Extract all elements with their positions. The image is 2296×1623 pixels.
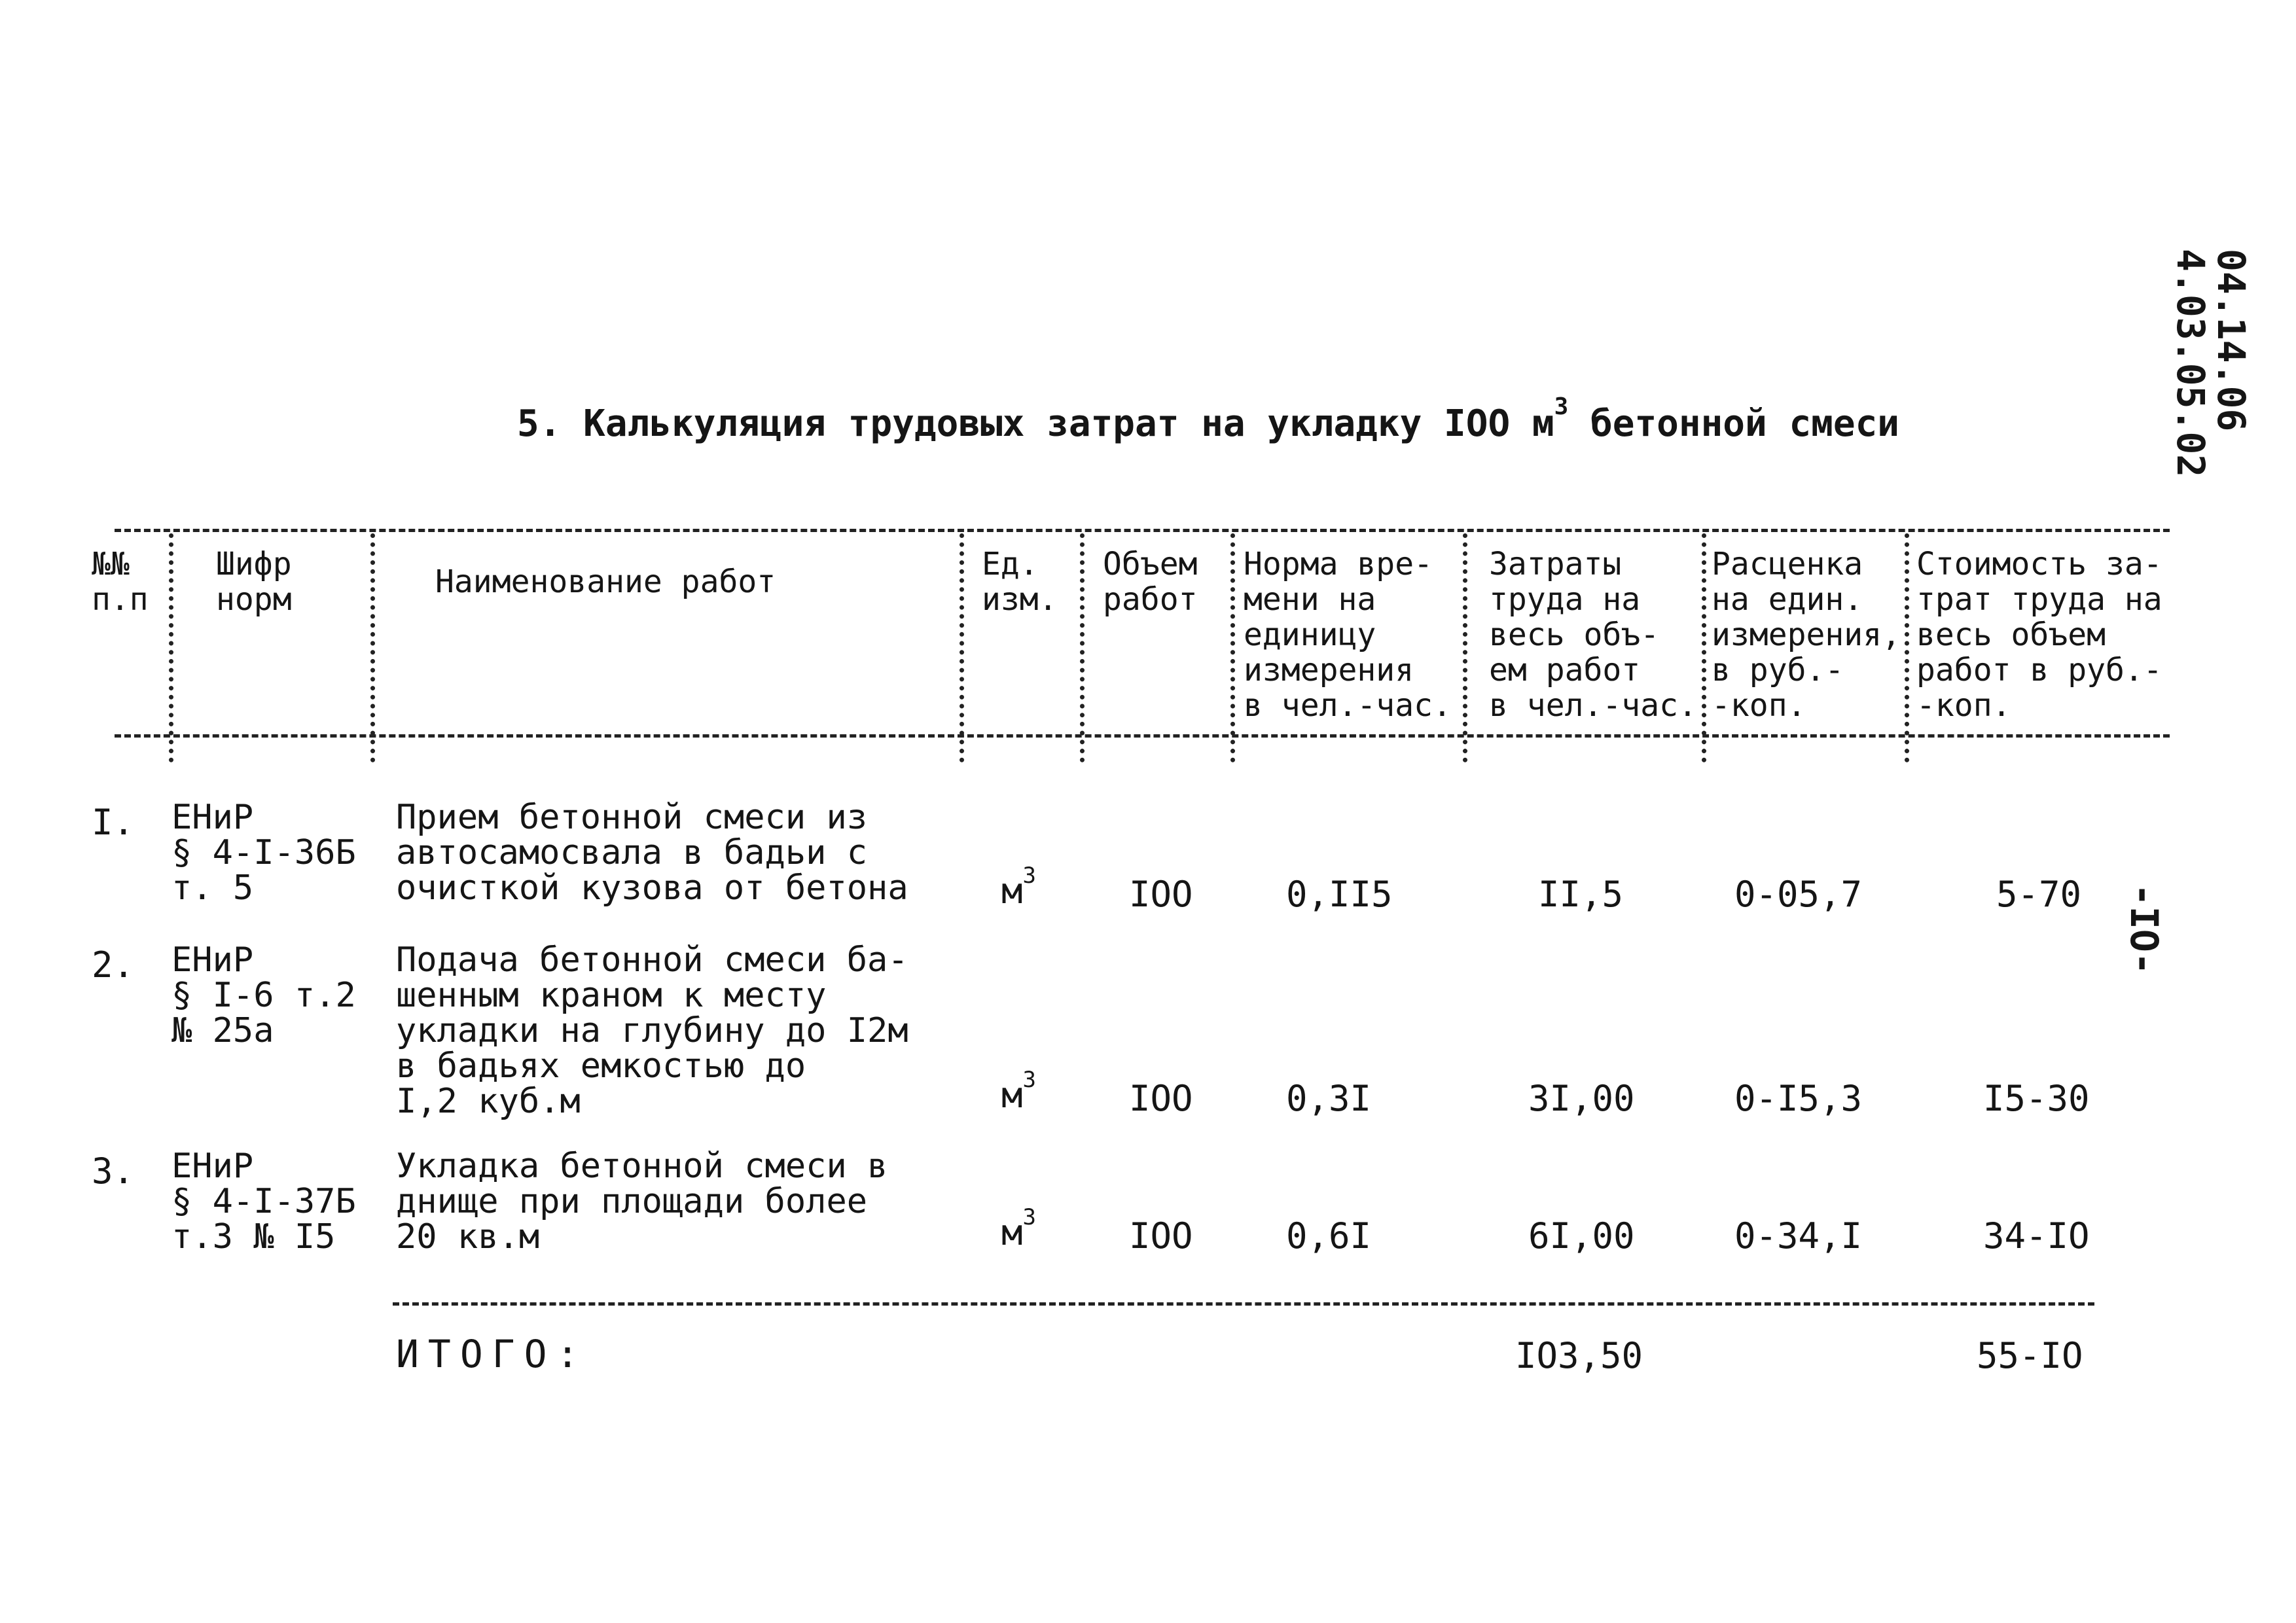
row-rate: 0-34,I [1734, 1215, 1863, 1257]
table-top-rule [115, 529, 2170, 532]
side-code-line2: 4.03.05.02 [2168, 249, 2213, 478]
row-time-norm: 0,II5 [1286, 874, 1393, 915]
total-labor: IO3,50 [1515, 1335, 1643, 1376]
row-number: 3. [92, 1150, 135, 1192]
header-cost: Стоимость за- трат труда на весь объем работ в руб.- -коп. [1916, 546, 2162, 724]
column-separator [960, 533, 964, 762]
title-superscript: 3 [1554, 393, 1569, 420]
row-cost: 5-70 [1996, 874, 2082, 915]
row-code: ЕНиР § 4-I-37Б т.3 № I5 [171, 1147, 356, 1257]
column-separator [370, 533, 375, 762]
document-title [517, 393, 1900, 445]
page-number: -IO- [2122, 883, 2166, 975]
row-unit: $м^3$ [1001, 1204, 1036, 1253]
header-time-norm: Норма вре- мени на единицу измерения в чел.-час. [1244, 546, 1452, 724]
title-prefix: 5. Калькуляция трудовых затрат на укладку IOO м [517, 402, 1554, 445]
row-code: ЕНиР § 4-I-36Б т. 5 [171, 798, 356, 908]
table-total-rule [393, 1302, 2094, 1306]
column-separator [1702, 533, 1706, 762]
header-code: Шифр норм [216, 546, 292, 618]
header-work-name: Наименование работ [435, 563, 776, 600]
row-cost: I5-30 [1983, 1078, 2090, 1119]
row-volume: IOO [1129, 1078, 1193, 1119]
header-volume: Объем работ [1103, 546, 1198, 618]
row-unit: $м^3$ [1001, 1067, 1036, 1116]
row-rate: 0-I5,3 [1734, 1078, 1863, 1119]
row-number: 2. [92, 944, 135, 986]
row-work-name: Укладка бетонной смеси в днище при площади более 20 кв.м [396, 1147, 888, 1257]
header-number: №№ п.п [92, 546, 149, 618]
row-cost: 34-IO [1983, 1215, 2090, 1257]
row-work-name: Прием бетонной смеси из автосамосвала в бадьи с очисткой кузова от бетона [396, 798, 908, 908]
row-labor: 6I,00 [1528, 1215, 1635, 1257]
row-volume: IOO [1129, 1215, 1193, 1257]
total-cost: 55-IO [1977, 1335, 2083, 1376]
column-separator [1463, 533, 1467, 762]
row-number: I. [92, 802, 135, 843]
row-volume: IOO [1129, 874, 1193, 915]
header-rate: Расценка на един. измерения, в руб.- -коп. [1712, 546, 1901, 724]
row-labor: 3I,00 [1528, 1078, 1635, 1119]
title-suffix: бетонной смеси [1568, 402, 1900, 445]
row-code: ЕНиР § I-6 т.2 № 25а [171, 940, 356, 1050]
side-document-code [2170, 249, 2251, 477]
row-time-norm: 0,3I [1286, 1078, 1372, 1119]
row-time-norm: 0,6I [1286, 1215, 1372, 1257]
column-separator [1230, 533, 1235, 762]
row-rate: 0-05,7 [1734, 874, 1863, 915]
column-separator [1905, 533, 1909, 762]
table-header-rule [115, 734, 2170, 738]
row-unit: $м^3$ [1001, 863, 1036, 912]
header-labor: Затраты труда на весь объ- ем работ в чел.-час. [1489, 546, 1697, 724]
column-separator [169, 533, 173, 762]
row-work-name: Подача бетонной смеси ба- шенным краном к месту укладки на глубину до I2м в бадьях емкостью до I,2 куб.м [396, 940, 908, 1121]
side-code-line1: 04.14.06 [2209, 249, 2253, 432]
total-label: ИТОГО: [396, 1332, 588, 1376]
column-separator [1080, 533, 1085, 762]
header-unit: Ед. изм. [982, 546, 1058, 618]
row-labor: II,5 [1538, 874, 1624, 915]
